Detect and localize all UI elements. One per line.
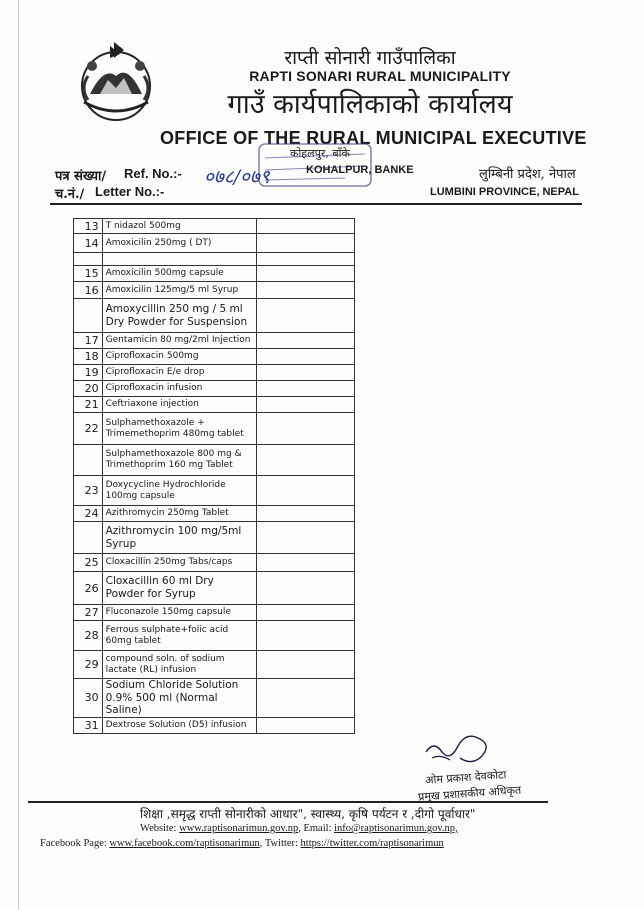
medicine-name: Ciprofloxacin infusion [102, 381, 256, 397]
location-nepali: कोहलपुर, बाँके [290, 147, 350, 160]
row-number: 19 [74, 365, 103, 381]
empty-cell [256, 651, 354, 679]
row-number: 14 [74, 234, 103, 253]
row-number: 31 [74, 717, 103, 733]
page-edge-line [18, 0, 19, 910]
medicine-name [102, 253, 256, 266]
table-row [74, 253, 355, 266]
table-row [74, 282, 355, 299]
empty-cell [256, 266, 354, 282]
medicine-name: Doxycycline Hydrochloride 100mg capsule [102, 476, 256, 506]
email-label: , Email: [298, 823, 335, 834]
medicine-name: Fluconazole 150mg capsule [102, 605, 256, 621]
table-row [74, 219, 355, 234]
empty-cell [256, 299, 354, 333]
table-row [74, 621, 355, 651]
row-number: 30 [74, 679, 103, 718]
empty-cell [256, 365, 354, 381]
province-english: LUMBINI PROVINCE, NEPAL [430, 186, 579, 198]
facebook-link[interactable]: www.facebook.com/raptisonarimun [109, 838, 260, 849]
empty-cell [256, 522, 354, 554]
table-row [74, 554, 355, 572]
row-number: 20 [74, 381, 103, 397]
empty-cell [256, 253, 354, 266]
signatory-name: ओम प्रकाश देवकोटा [424, 768, 507, 787]
empty-cell [256, 234, 354, 253]
empty-cell [256, 445, 354, 476]
medicine-table-body [74, 219, 355, 734]
table-row [74, 299, 355, 333]
medicine-name: Ferrous sulphate+folic acid 60mg tablet [102, 621, 256, 651]
row-number: 13 [74, 219, 103, 234]
empty-cell [256, 282, 354, 299]
medicine-name: Cloxacillin 60 ml Dry Powder for Syrup [102, 572, 256, 605]
province-nepali: लुम्बिनी प्रदेश, नेपाल [479, 167, 576, 182]
nepal-emblem-icon [70, 36, 162, 128]
row-number: 23 [74, 476, 103, 506]
table-row [74, 266, 355, 282]
facebook-label: Facebook Page: [40, 838, 110, 849]
table-row [74, 333, 355, 349]
empty-cell [256, 554, 354, 572]
empty-cell [256, 679, 354, 718]
row-number: 26 [74, 572, 103, 605]
letter-label-english: Letter No.:- [95, 184, 165, 199]
table-row [74, 572, 355, 605]
table-row [74, 445, 355, 476]
municipality-name-nepali: राप्ती सोनारी गाउँपालिका [284, 47, 456, 69]
table-row [74, 651, 355, 679]
medicine-name: Azithromycin 100 mg/5ml Syrup [102, 522, 256, 554]
table-row [74, 365, 355, 381]
medicine-name: Sulphamethoxazole 800 mg & Trimethoprim 160 mg Tablet [102, 445, 256, 476]
medicine-name: Amoxycillin 250 mg / 5 ml Dry Powder for Suspension [102, 299, 256, 333]
signatory-title: प्रमुख प्रशासकीय अधिकृत [417, 783, 522, 804]
medicine-name: Ciprofloxacin E/e drop [102, 365, 256, 381]
footer-social-line [40, 838, 444, 849]
row-number: 17 [74, 333, 103, 349]
row-number: 22 [74, 413, 103, 445]
medicine-name: Sodium Chloride Solution 0.9% 500 ml (Normal Saline) [102, 679, 256, 718]
table-row [74, 234, 355, 253]
empty-cell [256, 219, 354, 234]
empty-cell [256, 572, 354, 605]
row-number: 27 [74, 605, 103, 621]
table-row [74, 413, 355, 445]
medicine-name: Ceftriaxone injection [102, 397, 256, 413]
row-number [74, 299, 103, 333]
empty-cell [256, 333, 354, 349]
twitter-link[interactable]: https://twitter.com/raptisonarimun [300, 838, 444, 849]
empty-cell [256, 413, 354, 445]
table-row [74, 506, 355, 522]
empty-cell [256, 349, 354, 365]
table-row [74, 679, 355, 718]
medicine-name: Gentamicin 80 mg/2ml Injection [102, 333, 256, 349]
header-divider [50, 203, 582, 205]
ref-label-nepali: पत्र संख्या/ [55, 169, 107, 184]
medicine-name: Dextrose Solution (D5) infusion [102, 717, 256, 733]
row-number: 29 [74, 651, 103, 679]
medicine-name: Amoxicilin 500mg capsule [102, 266, 256, 282]
row-number [74, 445, 103, 476]
office-name-english: OFFICE OF THE RURAL MUNICIPAL EXECUTIVE [160, 128, 587, 148]
medicine-name: Amoxicilin 250mg ( DT) [102, 234, 256, 253]
empty-cell [256, 717, 354, 733]
empty-cell [256, 476, 354, 506]
table-row [74, 476, 355, 506]
table-row [74, 717, 355, 733]
row-number: 21 [74, 397, 103, 413]
ref-number-handwritten: ०७८/०७९ [204, 166, 270, 188]
table-row [74, 522, 355, 554]
row-number: 18 [74, 349, 103, 365]
medicine-name: compound soln. of sodium lactate (RL) infusion [102, 651, 256, 679]
empty-cell [256, 605, 354, 621]
medicine-name: Sulphamethoxazole + Trimemethoprim 480mg tablet [102, 413, 256, 445]
row-number: 25 [74, 554, 103, 572]
medicine-name: Amoxicilin 125mg/5 ml Syrup [102, 282, 256, 299]
row-number: 24 [74, 506, 103, 522]
empty-cell [256, 397, 354, 413]
table-row [74, 397, 355, 413]
letter-label-nepali: च.नं./ [55, 187, 85, 202]
row-number: 28 [74, 621, 103, 651]
empty-cell [256, 381, 354, 397]
office-name-nepali: गाउँ कार्यपालिकाको कार्यालय [227, 89, 513, 120]
table-row [74, 349, 355, 365]
email-link[interactable]: info@raptisonarimun.gov.np, [334, 823, 458, 834]
empty-cell [256, 506, 354, 522]
website-link[interactable]: www.raptisonarimun.gov.np [179, 823, 299, 834]
footer-slogan: शिक्षा ,समृद्ध राप्ती सोनारीको आधार", स्वास्थ्य, कृषि पर्यटन र ,दीगो पूर्वाधार" [140, 807, 476, 821]
empty-cell [256, 621, 354, 651]
signature-icon [420, 722, 500, 770]
website-label: Website: [140, 823, 180, 834]
municipality-name-english: RAPTI SONARI RURAL MUNICIPALITY [249, 68, 511, 84]
row-number [74, 253, 103, 266]
ref-label-english: Ref. No.:- [124, 166, 182, 181]
medicine-table [73, 218, 355, 734]
table-row [74, 381, 355, 397]
medicine-name: Azithromycin 250mg Tablet [102, 506, 256, 522]
table-row [74, 605, 355, 621]
location-english: KOHALPUR, BANKE [306, 164, 414, 176]
medicine-name: Ciprofloxacin 500mg [102, 349, 256, 365]
row-number [74, 522, 103, 554]
twitter-label: , Twitter: [259, 838, 301, 849]
row-number: 15 [74, 266, 103, 282]
medicine-name: T nidazol 500mg [102, 219, 256, 234]
medicine-name: Cloxacillin 250mg Tabs/caps [102, 554, 256, 572]
footer-contact-line [140, 823, 458, 834]
footer-divider [28, 801, 548, 803]
row-number: 16 [74, 282, 103, 299]
